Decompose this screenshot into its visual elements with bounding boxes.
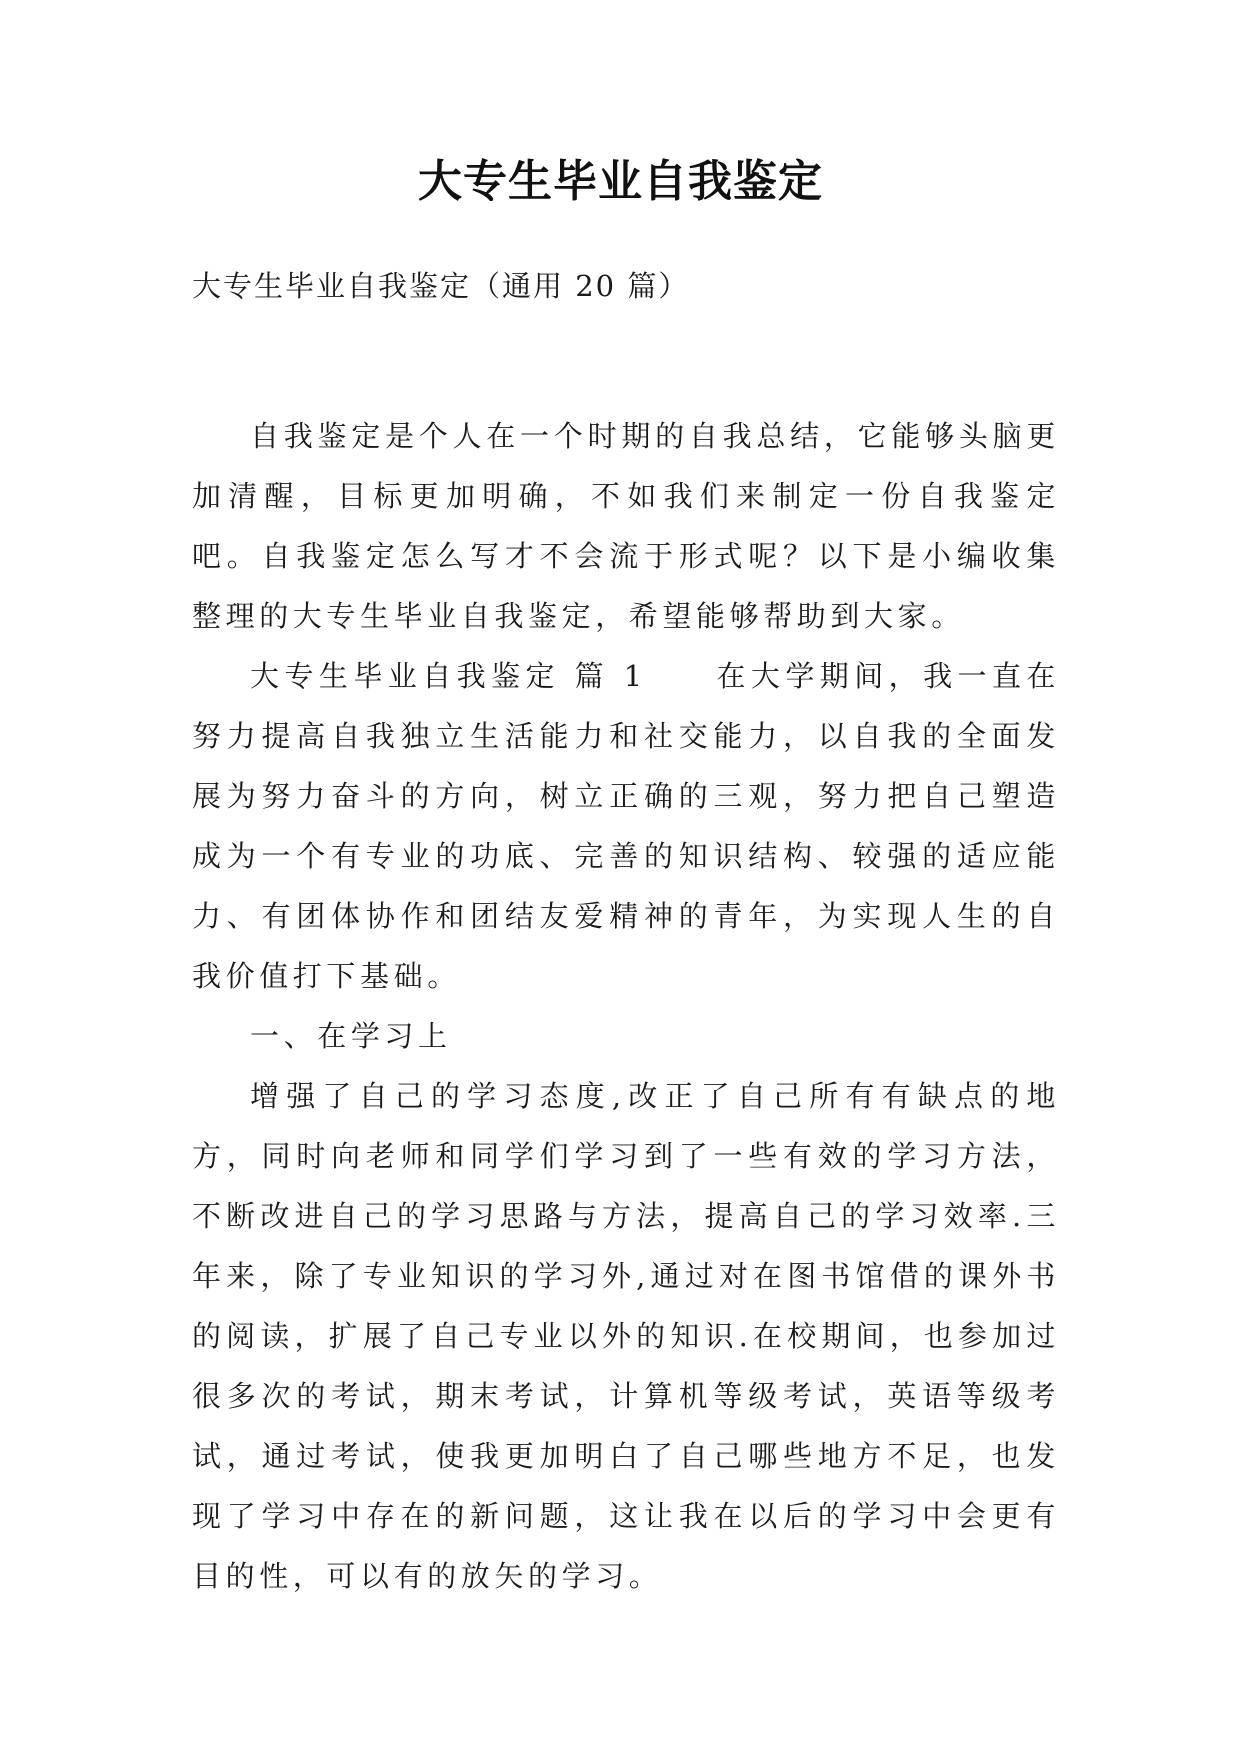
study-paragraph: 增强了自己的学习态度,改正了自己所有有缺点的地方，同时向老师和同学们学习到了一些有效的学习方法，不断改进自己的学习思路与方法，提高自己的学习效率.三年来，除了专业知识的学习外,通过对在图书馆借的课外书的阅读，扩展了自己专业以外的知识.在校期间，也参加过很多次的考试，期末考试，计算机等级考试，英语等级考试，通过考试，使我更加明白了自己哪些地方不足，也发现了学习中存在的新问题，这让我在以后的学习中会更有目的性，可以有的放矢的学习。 (192, 1079, 1060, 1593)
document-title: 大专生毕业自我鉴定 (418, 156, 823, 207)
section-1-paragraph: 大专生毕业自我鉴定 篇 1 在大学期间，我一直在努力提高自我独立生活能力和社交能力，以自我的全面发展为努力奋斗的方向，树立正确的三观，努力把自己塑造成为一个有专业的功底、完善的知识结构、较强的适应能力、有团体协作和团结友爱精神的青年，为实现人生的自我价值打下基础。 (192, 659, 1060, 993)
document-subtitle: 大专生毕业自我鉴定（通用 20 篇） (192, 269, 690, 303)
study-heading: 一、在学习上 (250, 1019, 452, 1053)
document-body (192, 406, 1060, 1606)
intro-paragraph: 自我鉴定是个人在一个时期的自我总结，它能够头脑更加清醒，目标更加明确，不如我们来制定一份自我鉴定吧。自我鉴定怎么写才不会流于形式呢？以下是小编收集整理的大专生毕业自我鉴定，希望能够帮助到大家。 (192, 419, 1060, 633)
